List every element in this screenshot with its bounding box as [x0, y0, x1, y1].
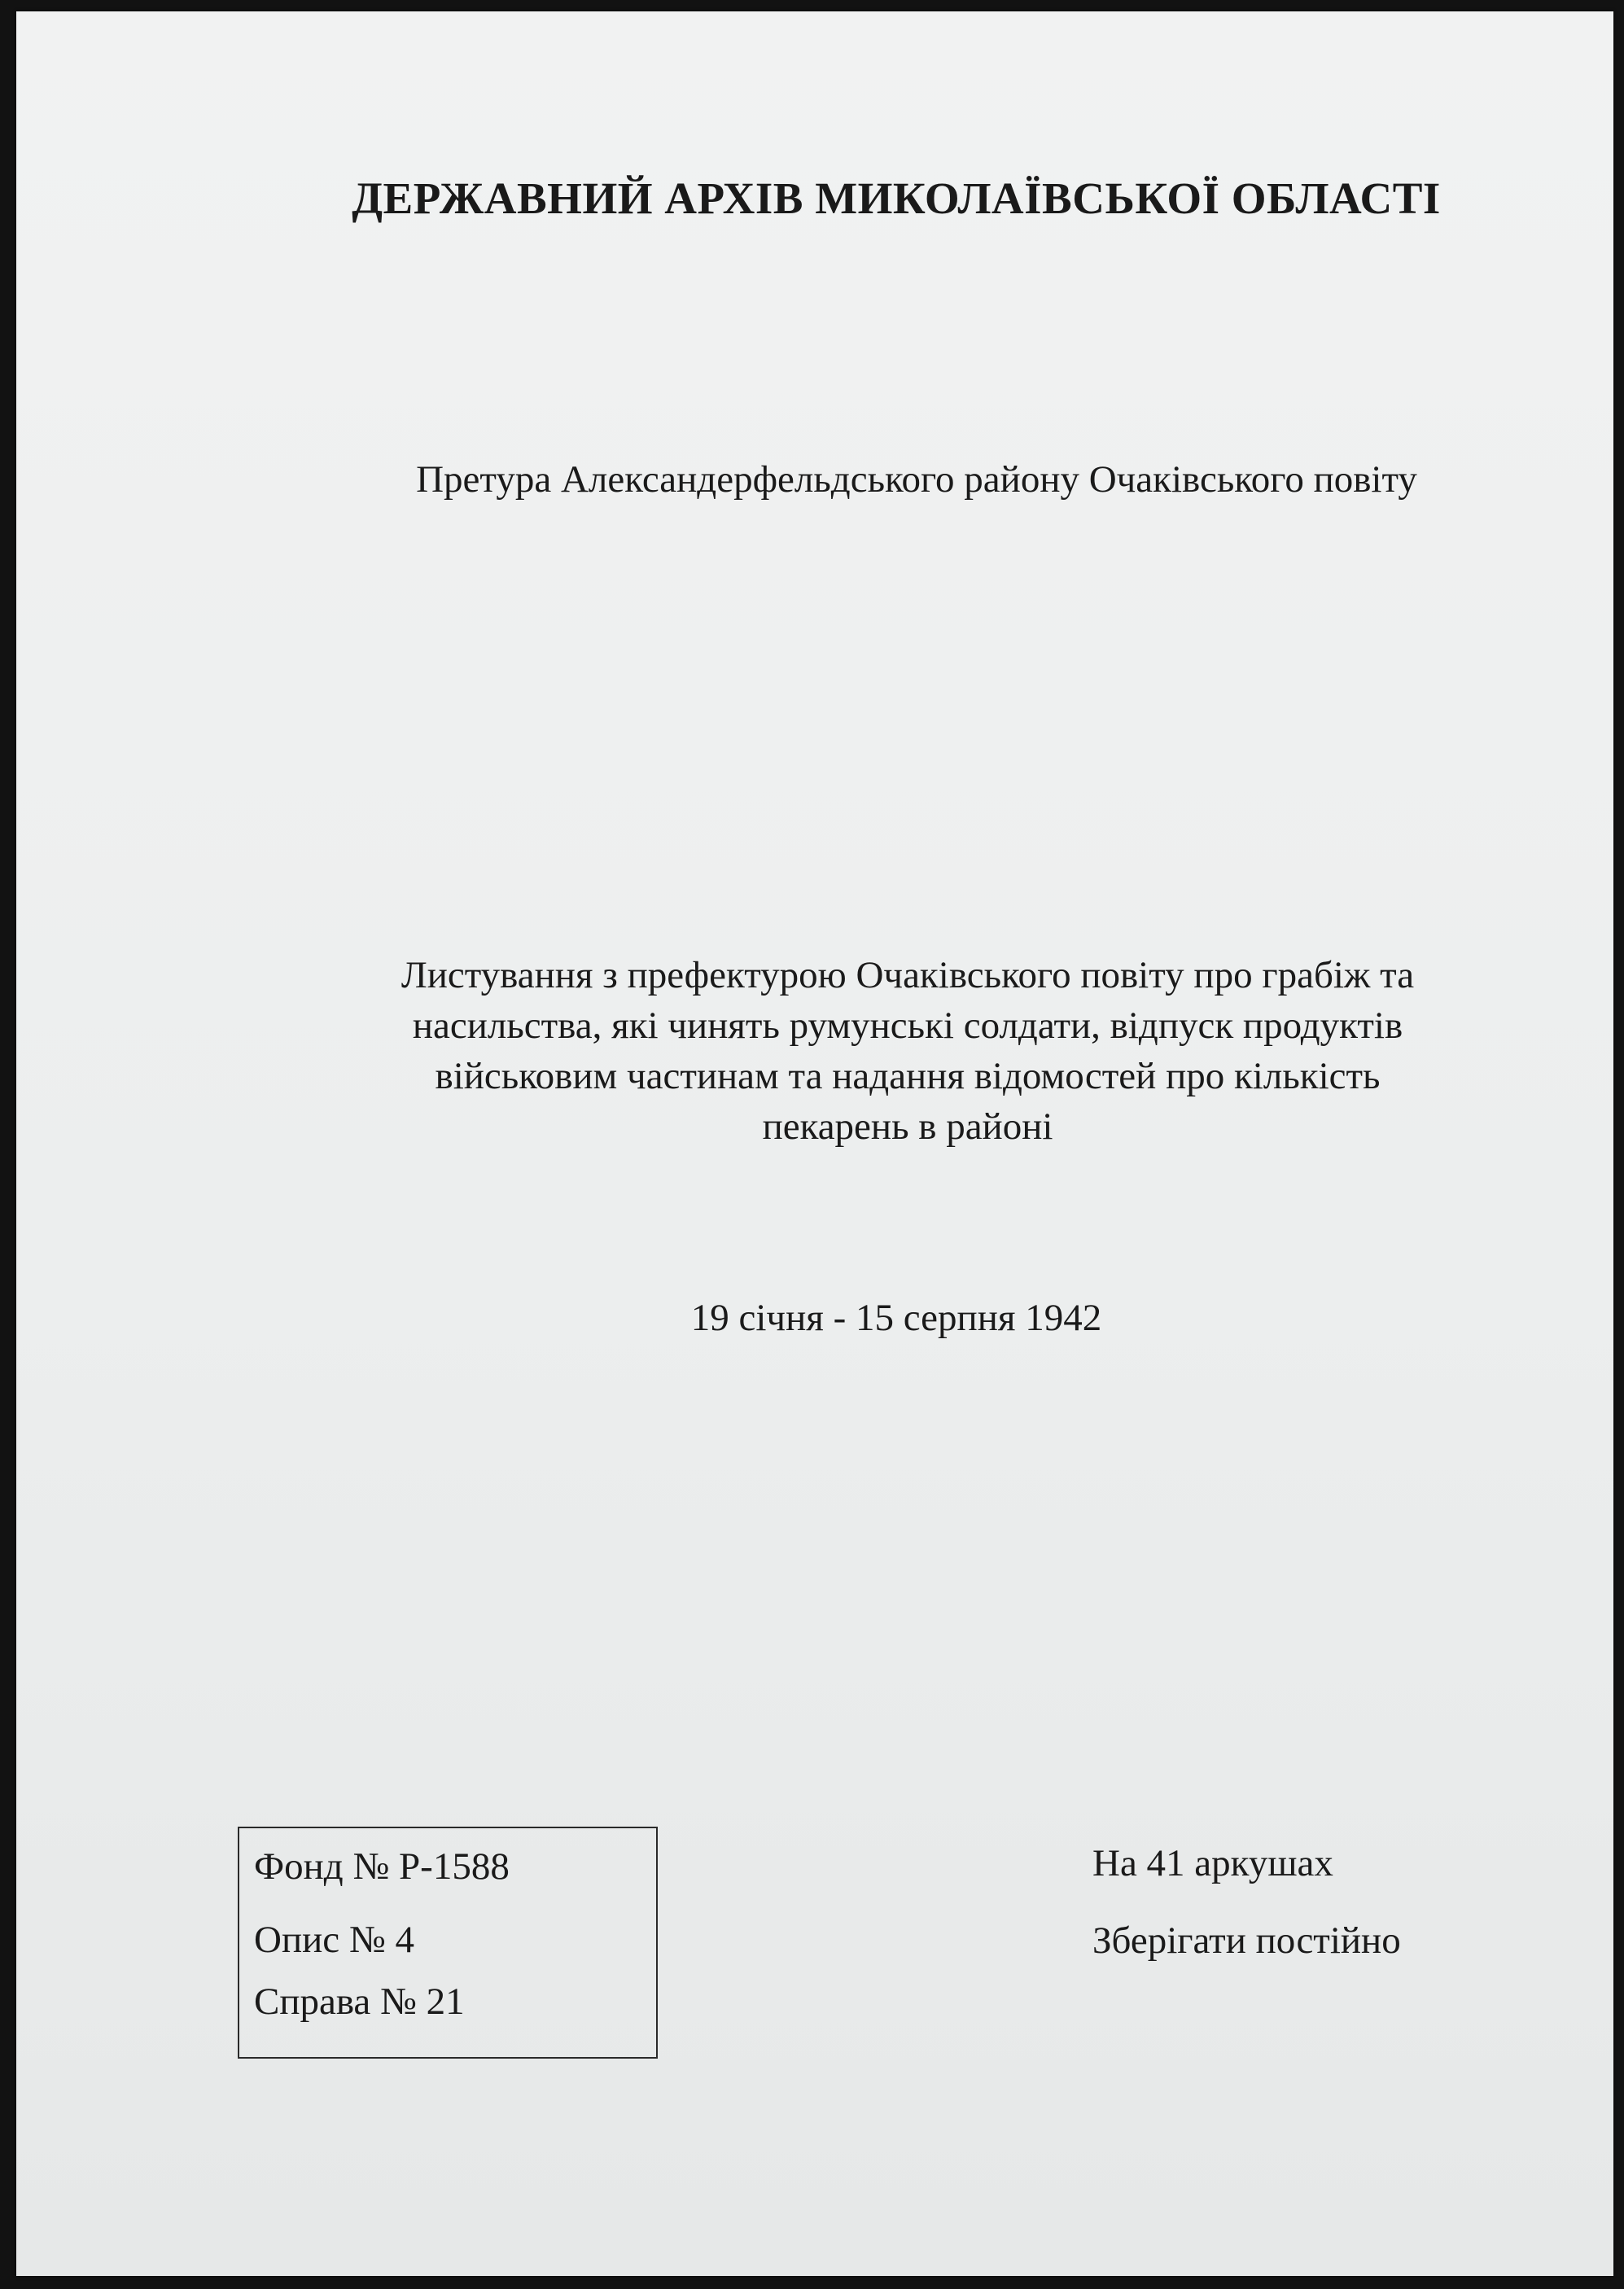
- document-sheet: [16, 11, 1613, 2276]
- case-title-line: Листування з префектурою Очаківського повіту про грабіж та: [401, 954, 1415, 996]
- case-title-line: пекарень в районі: [762, 1105, 1053, 1148]
- case-title: [285, 950, 1530, 1152]
- opys-number: Опис № 4: [254, 1919, 414, 1961]
- date-range: 19 січня - 15 серпня 1942: [690, 1297, 1102, 1339]
- archive-title: ДЕРЖАВНИЙ АРХІВ МИКОЛАЇВСЬКОЇ ОБЛАСТІ: [352, 173, 1441, 223]
- case-title-line: військовим частинам та надання відомостей про кількість: [435, 1055, 1381, 1097]
- archive-reference-box: [238, 1827, 658, 2059]
- sprava-number: Справа № 21: [254, 1980, 465, 2023]
- fund-creator-name: Претура Александерфельдського району Очаківського повіту: [416, 458, 1417, 501]
- sheet-count: На 41 аркушах: [1092, 1842, 1333, 1884]
- retention-period: Зберігати постійно: [1092, 1919, 1401, 1962]
- case-title-line: насильства, які чинять румунські солдати, відпуск продуктів: [412, 1004, 1403, 1047]
- fond-number: Фонд № Р-1588: [254, 1845, 510, 1888]
